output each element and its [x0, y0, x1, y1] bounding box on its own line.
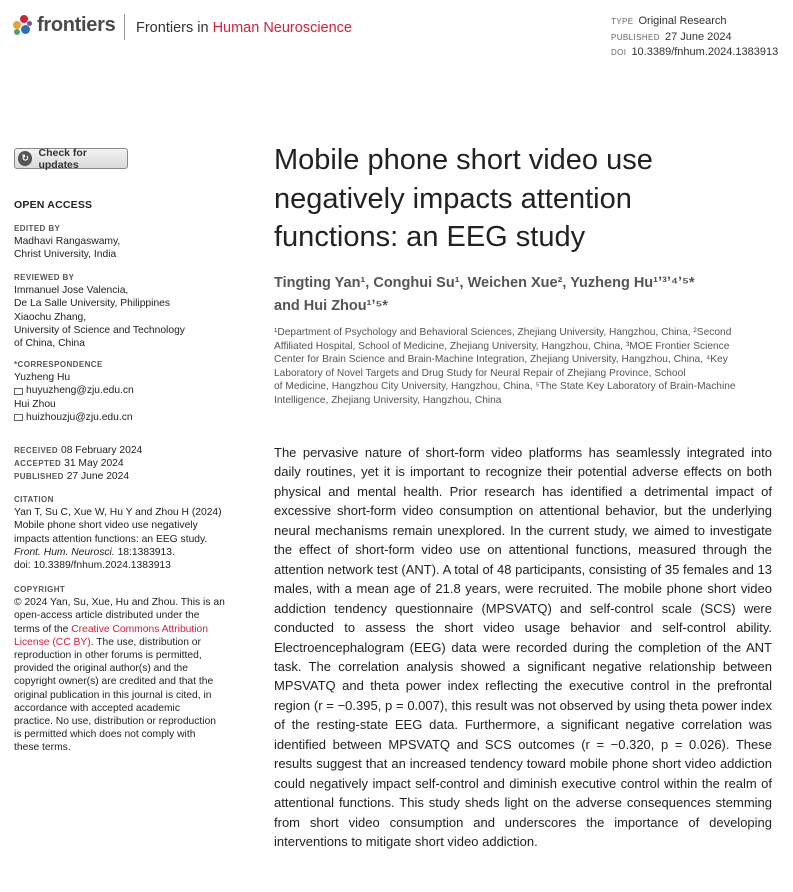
title-line: Mobile phone short video use: [274, 144, 653, 176]
citation-doi[interactable]: doi: 10.3389/fnhum.2024.1383913: [14, 560, 171, 572]
citation-volume: 18:1383913.: [114, 546, 175, 558]
affiliation-line: Center for Brain Science and Brain-Machine Integration, Zhejiang University, Hangzhou, China, ⁴Key: [274, 354, 728, 365]
email-icon: [14, 414, 23, 421]
editor-name: Madhavi Rangaswamy,: [14, 236, 121, 248]
type-value: Original Research: [638, 15, 727, 27]
editor-affiliation: Christ University, India: [14, 249, 117, 261]
affiliations: [274, 326, 774, 407]
article-meta: [611, 14, 778, 61]
article-title: [274, 141, 774, 257]
check-for-updates-button[interactable]: [14, 148, 128, 169]
brand-name: frontiers: [37, 14, 116, 36]
published-label: PUBLISHED: [611, 32, 660, 42]
affiliation-line: Laboratory of Novel Targets and Drug Study for Neural Repair of Zhejiang Province, School: [274, 367, 686, 379]
affiliation-line: Intelligence, Zhejiang University, Hangzhou, China: [274, 394, 502, 406]
copyright-line: © 2024 Yan, Su, Xue, Hu and Zhou. This is an: [14, 597, 225, 609]
accepted-date: 31 May 2024: [64, 458, 124, 470]
email-link[interactable]: huyuzheng@zju.edu.cn: [26, 385, 134, 397]
correspondence-label: *CORRESPONDENCE: [14, 360, 103, 369]
published-value: 27 June 2024: [664, 30, 732, 43]
received-label: RECEIVED: [14, 446, 59, 455]
copyright-line: copyright owner(s) are credited and that the: [14, 676, 214, 688]
type-label: TYPE: [611, 17, 634, 26]
authors-line: and Hui Zhou¹ʼ⁵*: [274, 297, 388, 314]
journal-prefix: Frontiers in: [136, 20, 213, 36]
cc-license-link[interactable]: Creative Commons Attribution: [71, 623, 209, 635]
author-list: [274, 272, 774, 317]
citation-journal: Front. Hum. Neurosci.: [14, 546, 115, 558]
reviewer-affiliation: University of Science and Technology: [14, 324, 185, 336]
cc-license-link[interactable]: License (CC BY): [14, 636, 91, 648]
published-label: PUBLISHED: [14, 472, 64, 482]
header-divider: [124, 14, 125, 40]
reviewer-name: Xiaochu Zhang,: [14, 311, 87, 323]
reviewer-affiliation: of China, China: [14, 338, 85, 350]
email-icon: [14, 388, 23, 395]
journal-name[interactable]: [136, 20, 352, 36]
open-access-label: [14, 199, 239, 212]
frontiers-logo-icon: [13, 15, 33, 37]
email-link[interactable]: huizhouzju@zju.edu.cn: [26, 411, 133, 423]
copyright-line: is permitted which does not comply with: [14, 729, 196, 741]
copyright-label: COPYRIGHT: [14, 585, 66, 594]
copyright-line: original publication in this journal is cited, in: [14, 689, 212, 701]
copyright-line: these terms.: [14, 742, 71, 754]
refresh-icon: ↻: [18, 151, 32, 166]
accepted-label: ACCEPTED: [14, 459, 62, 469]
copyright-line: provided the original author(s) and the: [14, 663, 189, 675]
affiliation-line: ¹Department of Psychology and Behavioral Sciences, Zhejiang University, Hangzhou, China, ²Second: [274, 327, 732, 338]
title-line: functions: an EEG study: [274, 221, 586, 253]
published-date: 27 June 2024: [66, 471, 130, 483]
doi-label: DOI: [611, 48, 627, 57]
correspondence-block: [14, 358, 239, 424]
title-line: negatively impacts attention: [274, 182, 632, 215]
open-access-text: OPEN ACCESS: [14, 199, 93, 211]
reviewer-affiliation: De La Salle University, Philippines: [14, 298, 171, 310]
copyright-block: [14, 583, 239, 755]
journal-title: Human Neuroscience: [212, 20, 352, 36]
corresponding-author: Hui Zhou: [14, 398, 56, 410]
citation-line: Yan T, Su C, Xue W, Hu Y and Zhou H (2024): [14, 507, 222, 519]
reviewer-name: Immanuel Jose Valencia,: [14, 285, 129, 297]
reviewed-by-block: [14, 271, 239, 350]
received-date: 08 February 2024: [60, 445, 143, 456]
copyright-line: practice. No use, distribution or reproduction: [14, 716, 217, 728]
reviewed-by-label: REVIEWED BY: [14, 273, 75, 282]
citation-line: impacts attention functions: an EEG study.: [14, 533, 208, 545]
edited-by-block: [14, 222, 239, 262]
copyright-line: . The use, distribution or: [90, 636, 201, 648]
abstract-text: The pervasive nature of short-form video platforms has seamlessly integrated into daily routines, yet it is important to recognize their potential adverse effects on both physical and mental health. Prior research has identified a detrimental impact of excessive short-form video consumption on attentional behavior, but the underlying neural mechanisms remain unexplored. In the current study, we aimed to investigate the effect of short-form video use on attentional functions, measured through the attention network test (ANT). A total of 48 participants, consisting of 35 females and 13 males, with a mean age of 21.8 years, were recruited. The mobile phone short video addiction tendency questionnaire (MPSVATQ) and self-control scale (SCS) were conducted to assess the short video usage behavior and self-control ability. Electroencephalogram (EEG) data were recorded during the completion of the ANT task. The correlation analysis showed a significant negative relationship between MPSVATQ and theta power index reflecting the executive control in the prefrontal region (r = −0.395, p = 0.007), this result was not observed by using theta power index of the resting-state EEG data. Furthermore, a significant negative correlation was identified between MPSVATQ and SCS outcomes (r = −0.320, p = 0.026). These results suggest that an increased tendency toward mobile phone short video addiction could negatively impact self-control and diminish executive control within the realm of attentional functions. This study sheds light on the adverse consequences stemming from short video consumption and underscores the importance of developing interventions to mitigate short video addiction.: [274, 445, 772, 850]
edited-by-label: EDITED BY: [14, 224, 61, 233]
citation-line: Mobile phone short video use negatively: [14, 520, 198, 532]
check-updates-label: Check for updates: [38, 146, 87, 171]
doi-value[interactable]: 10.3389/fnhum.2024.1383913: [631, 46, 779, 58]
copyright-line: open-access article distributed under the: [14, 610, 200, 622]
copyright-line: terms of the: [14, 623, 72, 635]
authors-line: Tingting Yan¹, Conghui Su¹, Weichen Xue², Yuzheng Hu¹ʼ³ʼ⁴ʼ⁵*: [274, 275, 695, 291]
dates-block: [14, 444, 239, 484]
frontiers-logo[interactable]: [13, 14, 115, 37]
copyright-line: accordance with accepted academic: [14, 702, 180, 714]
affiliation-line: Affiliated Hospital, School of Medicine, Zhejiang University, Hangzhou, China, ³MOE Frontier Science: [274, 340, 730, 352]
corresponding-author: Yuzheng Hu: [14, 372, 71, 384]
citation-label: CITATION: [14, 495, 54, 504]
copyright-line: reproduction in other forums is permitted,: [14, 650, 202, 662]
citation-block: [14, 493, 239, 572]
affiliation-line: of Medicine, Hangzhou City University, Hangzhou, China, ⁵The State Key Laboratory of Brain-Machine: [274, 381, 736, 392]
